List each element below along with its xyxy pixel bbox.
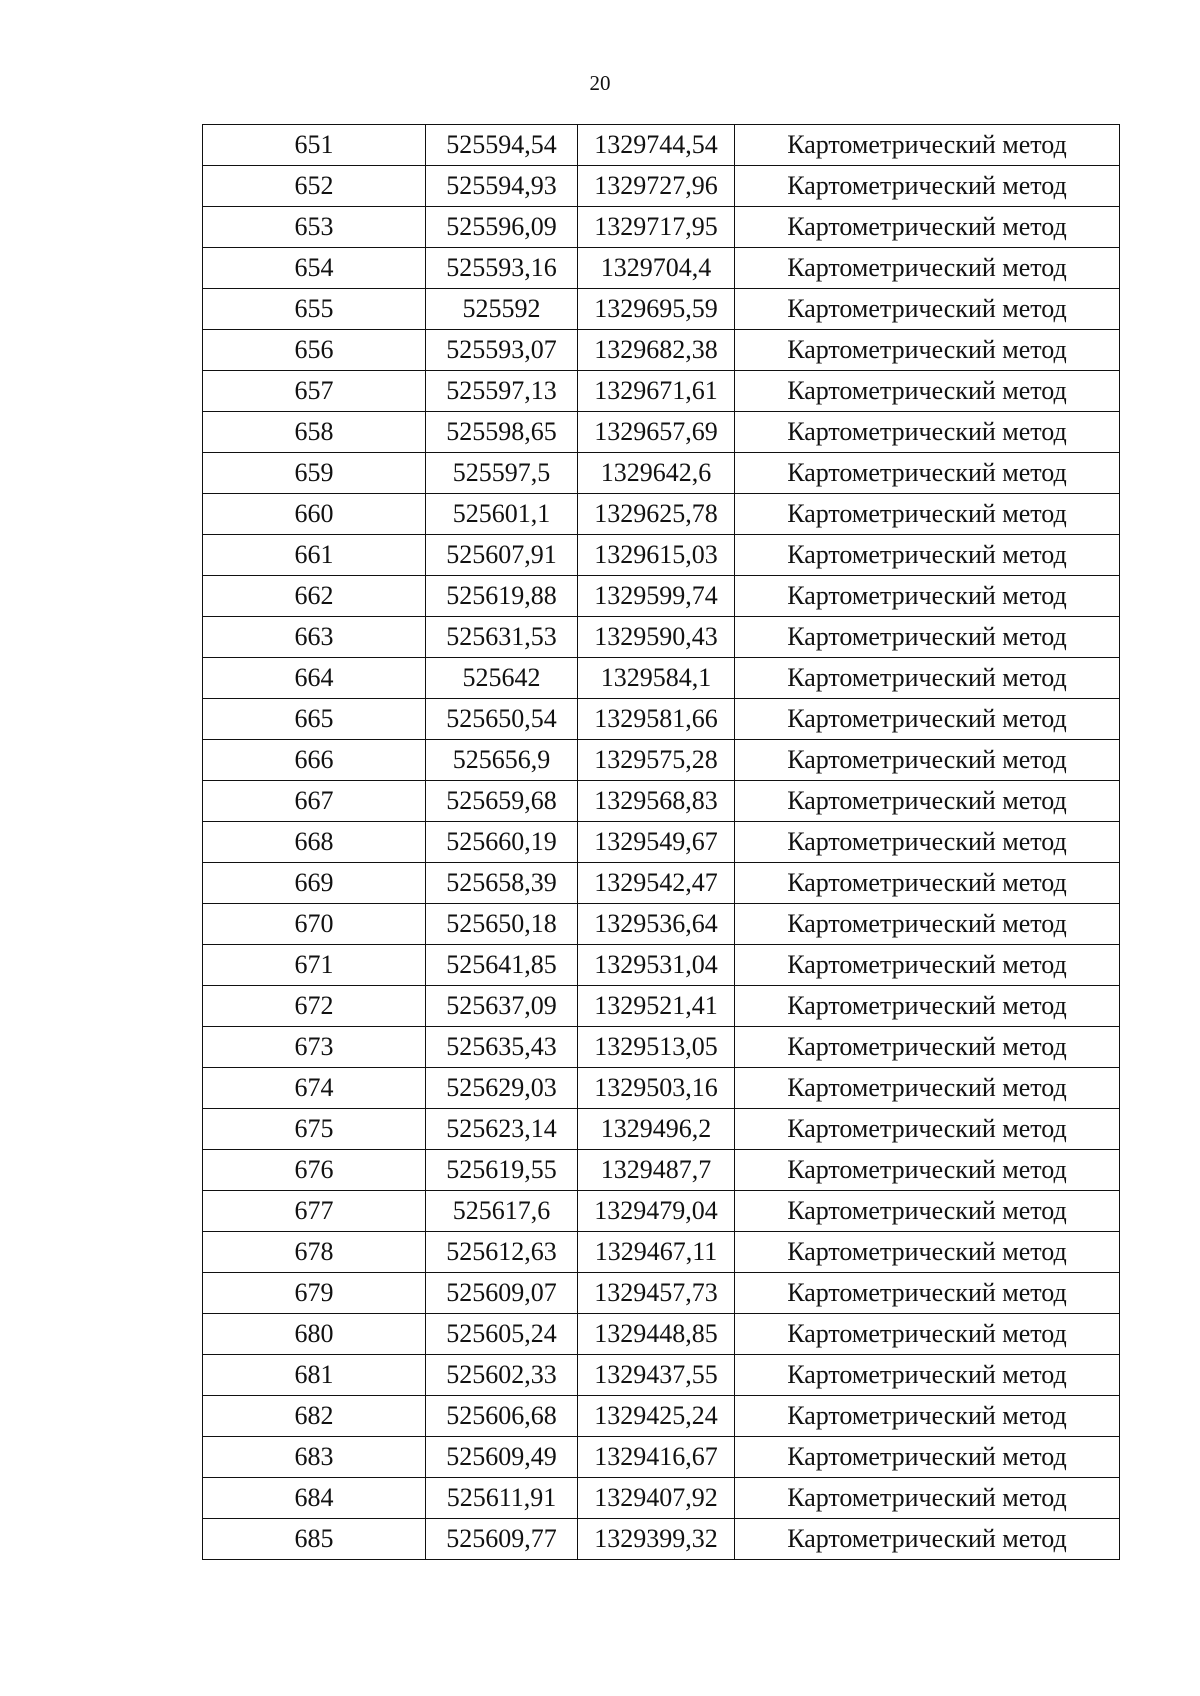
method-cell: Картометрический метод (735, 289, 1120, 330)
method-cell: Картометрический метод (735, 1191, 1120, 1232)
point-number-cell: 680 (203, 1314, 426, 1355)
table-row (203, 1355, 1120, 1396)
method-cell: Картометрический метод (735, 986, 1120, 1027)
y-coordinate-cell: 1329695,59 (578, 289, 735, 330)
y-coordinate-cell: 1329399,32 (578, 1519, 735, 1560)
method-cell: Картометрический метод (735, 1027, 1120, 1068)
x-coordinate-cell: 525594,54 (426, 125, 578, 166)
y-coordinate-cell: 1329416,67 (578, 1437, 735, 1478)
y-coordinate-cell: 1329549,67 (578, 822, 735, 863)
method-cell: Картометрический метод (735, 1109, 1120, 1150)
point-number-cell: 685 (203, 1519, 426, 1560)
method-cell: Картометрический метод (735, 330, 1120, 371)
coordinates-table (202, 124, 1120, 1560)
x-coordinate-cell: 525619,55 (426, 1150, 578, 1191)
table-row (203, 207, 1120, 248)
method-cell: Картометрический метод (735, 1519, 1120, 1560)
table-row (203, 986, 1120, 1027)
x-coordinate-cell: 525609,07 (426, 1273, 578, 1314)
y-coordinate-cell: 1329704,4 (578, 248, 735, 289)
method-cell: Картометрический метод (735, 699, 1120, 740)
table-row (203, 1519, 1120, 1560)
table-row (203, 494, 1120, 535)
table-row (203, 1150, 1120, 1191)
x-coordinate-cell: 525635,43 (426, 1027, 578, 1068)
x-coordinate-cell: 525658,39 (426, 863, 578, 904)
y-coordinate-cell: 1329407,92 (578, 1478, 735, 1519)
y-coordinate-cell: 1329425,24 (578, 1396, 735, 1437)
y-coordinate-cell: 1329513,05 (578, 1027, 735, 1068)
point-number-cell: 657 (203, 371, 426, 412)
y-coordinate-cell: 1329536,64 (578, 904, 735, 945)
y-coordinate-cell: 1329599,74 (578, 576, 735, 617)
table-row (203, 658, 1120, 699)
point-number-cell: 674 (203, 1068, 426, 1109)
y-coordinate-cell: 1329448,85 (578, 1314, 735, 1355)
x-coordinate-cell: 525641,85 (426, 945, 578, 986)
method-cell: Картометрический метод (735, 1314, 1120, 1355)
point-number-cell: 658 (203, 412, 426, 453)
x-coordinate-cell: 525650,54 (426, 699, 578, 740)
table-row (203, 1232, 1120, 1273)
method-cell: Картометрический метод (735, 617, 1120, 658)
y-coordinate-cell: 1329437,55 (578, 1355, 735, 1396)
point-number-cell: 661 (203, 535, 426, 576)
table-row (203, 740, 1120, 781)
method-cell: Картометрический метод (735, 494, 1120, 535)
point-number-cell: 678 (203, 1232, 426, 1273)
point-number-cell: 672 (203, 986, 426, 1027)
method-cell: Картометрический метод (735, 371, 1120, 412)
method-cell: Картометрический метод (735, 1478, 1120, 1519)
method-cell: Картометрический метод (735, 1355, 1120, 1396)
method-cell: Картометрический метод (735, 207, 1120, 248)
method-cell: Картометрический метод (735, 904, 1120, 945)
x-coordinate-cell: 525623,14 (426, 1109, 578, 1150)
table-row (203, 699, 1120, 740)
method-cell: Картометрический метод (735, 453, 1120, 494)
point-number-cell: 681 (203, 1355, 426, 1396)
y-coordinate-cell: 1329671,61 (578, 371, 735, 412)
y-coordinate-cell: 1329584,1 (578, 658, 735, 699)
table-row (203, 125, 1120, 166)
method-cell: Картометрический метод (735, 1150, 1120, 1191)
y-coordinate-cell: 1329479,04 (578, 1191, 735, 1232)
point-number-cell: 654 (203, 248, 426, 289)
point-number-cell: 664 (203, 658, 426, 699)
x-coordinate-cell: 525612,63 (426, 1232, 578, 1273)
table-row (203, 1027, 1120, 1068)
point-number-cell: 655 (203, 289, 426, 330)
point-number-cell: 677 (203, 1191, 426, 1232)
table-row (203, 248, 1120, 289)
table-row (203, 1109, 1120, 1150)
x-coordinate-cell: 525592 (426, 289, 578, 330)
point-number-cell: 665 (203, 699, 426, 740)
x-coordinate-cell: 525611,91 (426, 1478, 578, 1519)
point-number-cell: 669 (203, 863, 426, 904)
point-number-cell: 656 (203, 330, 426, 371)
y-coordinate-cell: 1329575,28 (578, 740, 735, 781)
x-coordinate-cell: 525593,16 (426, 248, 578, 289)
point-number-cell: 663 (203, 617, 426, 658)
point-number-cell: 675 (203, 1109, 426, 1150)
y-coordinate-cell: 1329642,6 (578, 453, 735, 494)
table-row (203, 904, 1120, 945)
point-number-cell: 653 (203, 207, 426, 248)
method-cell: Картометрический метод (735, 822, 1120, 863)
y-coordinate-cell: 1329590,43 (578, 617, 735, 658)
x-coordinate-cell: 525596,09 (426, 207, 578, 248)
y-coordinate-cell: 1329615,03 (578, 535, 735, 576)
method-cell: Картометрический метод (735, 1068, 1120, 1109)
table-row (203, 289, 1120, 330)
x-coordinate-cell: 525619,88 (426, 576, 578, 617)
point-number-cell: 684 (203, 1478, 426, 1519)
x-coordinate-cell: 525631,53 (426, 617, 578, 658)
x-coordinate-cell: 525637,09 (426, 986, 578, 1027)
point-number-cell: 683 (203, 1437, 426, 1478)
y-coordinate-cell: 1329727,96 (578, 166, 735, 207)
table-row (203, 822, 1120, 863)
table-row (203, 1437, 1120, 1478)
y-coordinate-cell: 1329682,38 (578, 330, 735, 371)
point-number-cell: 651 (203, 125, 426, 166)
point-number-cell: 671 (203, 945, 426, 986)
x-coordinate-cell: 525650,18 (426, 904, 578, 945)
method-cell: Картометрический метод (735, 781, 1120, 822)
x-coordinate-cell: 525609,77 (426, 1519, 578, 1560)
point-number-cell: 666 (203, 740, 426, 781)
y-coordinate-cell: 1329503,16 (578, 1068, 735, 1109)
table-row (203, 576, 1120, 617)
y-coordinate-cell: 1329531,04 (578, 945, 735, 986)
x-coordinate-cell: 525609,49 (426, 1437, 578, 1478)
x-coordinate-cell: 525598,65 (426, 412, 578, 453)
table-row (203, 1068, 1120, 1109)
x-coordinate-cell: 525629,03 (426, 1068, 578, 1109)
x-coordinate-cell: 525606,68 (426, 1396, 578, 1437)
y-coordinate-cell: 1329542,47 (578, 863, 735, 904)
y-coordinate-cell: 1329625,78 (578, 494, 735, 535)
y-coordinate-cell: 1329717,95 (578, 207, 735, 248)
x-coordinate-cell: 525656,9 (426, 740, 578, 781)
method-cell: Картометрический метод (735, 863, 1120, 904)
method-cell: Картометрический метод (735, 166, 1120, 207)
x-coordinate-cell: 525601,1 (426, 494, 578, 535)
table-row (203, 781, 1120, 822)
x-coordinate-cell: 525607,91 (426, 535, 578, 576)
y-coordinate-cell: 1329568,83 (578, 781, 735, 822)
method-cell: Картометрический метод (735, 740, 1120, 781)
method-cell: Картометрический метод (735, 412, 1120, 453)
x-coordinate-cell: 525593,07 (426, 330, 578, 371)
y-coordinate-cell: 1329744,54 (578, 125, 735, 166)
table-row (203, 1191, 1120, 1232)
table-row (203, 1396, 1120, 1437)
x-coordinate-cell: 525605,24 (426, 1314, 578, 1355)
point-number-cell: 668 (203, 822, 426, 863)
table-row (203, 617, 1120, 658)
table-row (203, 371, 1120, 412)
table-row (203, 535, 1120, 576)
method-cell: Картометрический метод (735, 1232, 1120, 1273)
method-cell: Картометрический метод (735, 535, 1120, 576)
point-number-cell: 652 (203, 166, 426, 207)
point-number-cell: 670 (203, 904, 426, 945)
x-coordinate-cell: 525597,13 (426, 371, 578, 412)
y-coordinate-cell: 1329496,2 (578, 1109, 735, 1150)
x-coordinate-cell: 525597,5 (426, 453, 578, 494)
table-row (203, 412, 1120, 453)
y-coordinate-cell: 1329467,11 (578, 1232, 735, 1273)
table-row (203, 166, 1120, 207)
x-coordinate-cell: 525660,19 (426, 822, 578, 863)
point-number-cell: 673 (203, 1027, 426, 1068)
point-number-cell: 682 (203, 1396, 426, 1437)
y-coordinate-cell: 1329581,66 (578, 699, 735, 740)
table-row (203, 1314, 1120, 1355)
y-coordinate-cell: 1329521,41 (578, 986, 735, 1027)
point-number-cell: 662 (203, 576, 426, 617)
table-row (203, 330, 1120, 371)
x-coordinate-cell: 525642 (426, 658, 578, 699)
method-cell: Картометрический метод (735, 1396, 1120, 1437)
y-coordinate-cell: 1329487,7 (578, 1150, 735, 1191)
table-row (203, 1273, 1120, 1314)
method-cell: Картометрический метод (735, 1273, 1120, 1314)
y-coordinate-cell: 1329457,73 (578, 1273, 735, 1314)
method-cell: Картометрический метод (735, 658, 1120, 699)
point-number-cell: 667 (203, 781, 426, 822)
page-number: 20 (589, 71, 611, 95)
x-coordinate-cell: 525617,6 (426, 1191, 578, 1232)
table-row (203, 863, 1120, 904)
method-cell: Картометрический метод (735, 1437, 1120, 1478)
table-row (203, 453, 1120, 494)
method-cell: Картометрический метод (735, 945, 1120, 986)
point-number-cell: 660 (203, 494, 426, 535)
x-coordinate-cell: 525659,68 (426, 781, 578, 822)
table-row (203, 945, 1120, 986)
coordinates-table-body (203, 125, 1120, 1560)
point-number-cell: 659 (203, 453, 426, 494)
method-cell: Картометрический метод (735, 248, 1120, 289)
x-coordinate-cell: 525602,33 (426, 1355, 578, 1396)
method-cell: Картометрический метод (735, 576, 1120, 617)
x-coordinate-cell: 525594,93 (426, 166, 578, 207)
y-coordinate-cell: 1329657,69 (578, 412, 735, 453)
point-number-cell: 679 (203, 1273, 426, 1314)
method-cell: Картометрический метод (735, 125, 1120, 166)
table-row (203, 1478, 1120, 1519)
point-number-cell: 676 (203, 1150, 426, 1191)
